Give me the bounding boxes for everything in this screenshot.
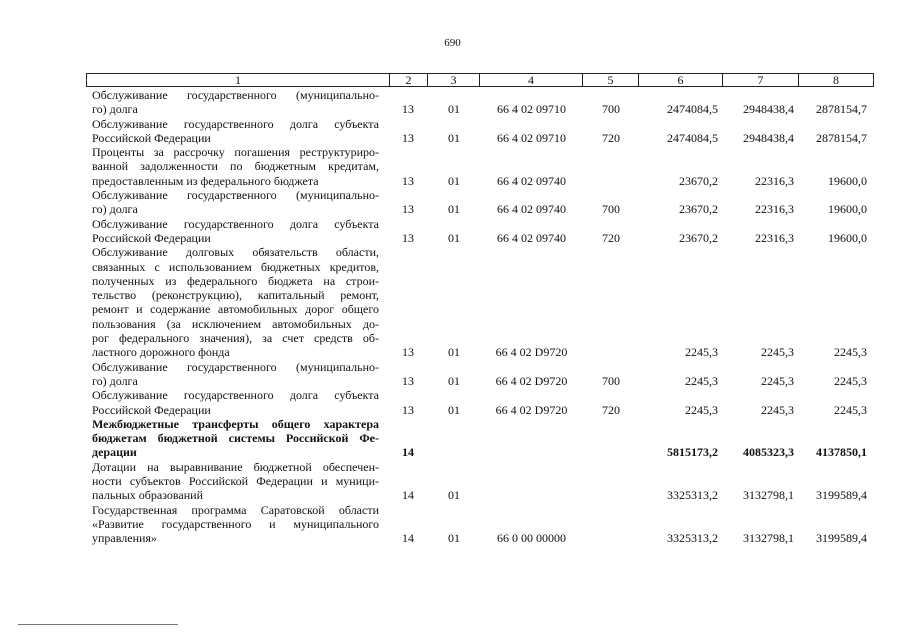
amount-year3-cell: 19600,0: [828, 173, 867, 188]
column-header-3: 3: [427, 74, 479, 86]
amount-year3-cell: 2245,3: [834, 402, 867, 417]
amount-year1-cell: 3325313,2: [667, 488, 718, 503]
target-code-cell: 66 0 00 00000: [497, 531, 566, 546]
table-header-row: [86, 73, 874, 87]
description-line: Обслуживание государственного (муниципально-: [92, 88, 379, 102]
description-line: Обслуживание государственного долга субъекта: [92, 116, 379, 131]
target-code-cell: 66 4 02 09710: [497, 102, 566, 117]
column-header-8: 8: [798, 74, 873, 86]
description-line: Межбюджетные трансферты общего характера: [92, 416, 379, 431]
expense-kind-cell: 720: [602, 230, 620, 245]
amount-year1-cell: 5815173,2: [667, 445, 718, 460]
description-line: Обслуживание государственного (муниципально-: [92, 359, 379, 374]
amount-year2-cell: 2948438,4: [743, 102, 794, 117]
description-line: го) долга: [92, 373, 138, 388]
description-line: Дотации на выравнивание бюджетной обеспечен-: [92, 459, 379, 474]
row-description: [92, 417, 379, 460]
description-line: Обслуживание долговых обязательств области,: [92, 245, 379, 260]
row-description: [92, 188, 379, 217]
amount-year3-cell: 19600,0: [828, 230, 867, 245]
column-header-4: 4: [479, 74, 582, 86]
subsection-cell: 01: [448, 531, 460, 546]
amount-year2-cell: 22316,3: [755, 173, 794, 188]
column-header-5: 5: [582, 74, 638, 86]
row-description: [92, 88, 379, 117]
footnote-divider: [18, 624, 178, 625]
amount-year3-cell: 4137850,1: [816, 445, 867, 460]
amount-year2-cell: 2245,3: [761, 345, 794, 360]
target-code-cell: 66 4 02 D9720: [495, 345, 568, 360]
amount-year2-cell: 2245,3: [761, 373, 794, 388]
description-line: бюджетам бюджетной системы Российской Фе-: [92, 431, 379, 446]
section-cell: 13: [402, 345, 414, 360]
amount-year2-cell: 4085323,3: [743, 445, 794, 460]
target-code-cell: 66 4 02 D9720: [495, 373, 568, 388]
amount-year3-cell: 19600,0: [828, 202, 867, 217]
description-line: Российской Федерации: [92, 230, 211, 245]
subsection-cell: 01: [448, 202, 460, 217]
table-row: [0, 217, 905, 246]
description-line: Обслуживание государственного долга субъекта: [92, 388, 379, 403]
row-description: [92, 245, 379, 359]
amount-year3-cell: 2245,3: [834, 373, 867, 388]
table-row: [0, 460, 905, 503]
table-row: [0, 145, 905, 188]
table-body: [0, 88, 905, 546]
amount-year1-cell: 2245,3: [685, 402, 718, 417]
amount-year2-cell: 22316,3: [755, 230, 794, 245]
amount-year2-cell: 3132798,1: [743, 531, 794, 546]
row-description: [92, 360, 379, 389]
amount-year2-cell: 2245,3: [761, 402, 794, 417]
row-description: [92, 145, 379, 188]
description-line: Российской Федерации: [92, 130, 211, 145]
row-description: [92, 503, 379, 546]
amount-year1-cell: 23670,2: [679, 230, 718, 245]
amount-year1-cell: 2245,3: [685, 345, 718, 360]
subsection-cell: 01: [448, 402, 460, 417]
description-line: Российской Федерации: [92, 402, 211, 417]
target-code-cell: 66 4 02 D9720: [495, 402, 568, 417]
amount-year2-cell: 2948438,4: [743, 130, 794, 145]
expense-kind-cell: 700: [602, 102, 620, 117]
section-cell: 13: [402, 402, 414, 417]
amount-year1-cell: 23670,2: [679, 202, 718, 217]
section-cell: 14: [402, 531, 414, 546]
table-row: [0, 388, 905, 417]
section-cell: 13: [402, 130, 414, 145]
amount-year2-cell: 3132798,1: [743, 488, 794, 503]
amount-year2-cell: 22316,3: [755, 202, 794, 217]
column-header-2: 2: [389, 74, 427, 86]
table-row: [0, 188, 905, 217]
expense-kind-cell: 720: [602, 130, 620, 145]
page-number: 690: [444, 37, 461, 49]
amount-year3-cell: 2245,3: [834, 345, 867, 360]
description-line: ремонт и содержание автомобильных дорог общего: [92, 302, 379, 317]
table-row: [0, 503, 905, 546]
row-description: [92, 460, 379, 503]
amount-year3-cell: 2878154,7: [816, 102, 867, 117]
subsection-cell: 01: [448, 488, 460, 503]
expense-kind-cell: 720: [602, 402, 620, 417]
section-cell: 13: [402, 230, 414, 245]
section-cell: 13: [402, 173, 414, 188]
expense-kind-cell: 700: [602, 202, 620, 217]
amount-year1-cell: 2474084,5: [667, 130, 718, 145]
subsection-cell: 01: [448, 345, 460, 360]
target-code-cell: 66 4 02 09740: [497, 230, 566, 245]
subsection-cell: 01: [448, 173, 460, 188]
table-row: [0, 360, 905, 389]
expense-kind-cell: 700: [602, 373, 620, 388]
amount-year3-cell: 3199589,4: [816, 488, 867, 503]
section-cell: 13: [402, 373, 414, 388]
column-header-1: 1: [235, 73, 241, 87]
description-line: управления»: [92, 531, 157, 546]
amount-year1-cell: 2474084,5: [667, 102, 718, 117]
description-line: связанных с использованием бюджетных кредитов,: [92, 259, 379, 274]
amount-year3-cell: 2878154,7: [816, 130, 867, 145]
section-cell: 14: [402, 445, 414, 460]
table-row: [0, 417, 905, 460]
description-line: пальных образований: [92, 488, 203, 503]
description-line: предоставленным из федерального бюджета: [92, 173, 319, 188]
column-header-7: 7: [722, 74, 798, 86]
description-line: Обслуживание государственного долга субъекта: [92, 216, 379, 231]
description-line: го) долга: [92, 202, 138, 217]
section-cell: 13: [402, 102, 414, 117]
target-code-cell: 66 4 02 09710: [497, 130, 566, 145]
row-description: [92, 217, 379, 246]
subsection-cell: 01: [448, 230, 460, 245]
section-cell: 13: [402, 202, 414, 217]
table-row: [0, 88, 905, 117]
description-line: рог федерального значения), за счет средств об-: [92, 331, 379, 346]
section-cell: 14: [402, 488, 414, 503]
description-line: ности субъектов Российской Федерации и муници-: [92, 474, 379, 489]
subsection-cell: 01: [448, 130, 460, 145]
target-code-cell: 66 4 02 09740: [497, 173, 566, 188]
description-line: Обслуживание государственного (муниципально-: [92, 188, 379, 203]
description-line: ванной задолженности по бюджетным кредитам,: [92, 159, 379, 174]
target-code-cell: 66 4 02 09740: [497, 202, 566, 217]
description-line: полученных из федерального бюджета на строи-: [92, 273, 379, 288]
description-line: го) долга: [92, 102, 138, 117]
description-line: Государственная программа Саратовской области: [92, 502, 379, 517]
row-description: [92, 117, 379, 146]
amount-year3-cell: 3199589,4: [816, 531, 867, 546]
amount-year1-cell: 3325313,2: [667, 531, 718, 546]
subsection-cell: 01: [448, 102, 460, 117]
description-line: ластного дорожного фонда: [92, 345, 230, 360]
column-header-6: 6: [638, 74, 722, 86]
subsection-cell: 01: [448, 373, 460, 388]
description-line: «Развитие государственного и муниципального: [92, 516, 379, 531]
description-line: пользования (за исключением автомобильных до-: [92, 316, 379, 331]
description-line: Проценты за рассрочку погашения реструктуриро-: [92, 145, 379, 160]
description-line: тельство (реконструкцию), капитальный ремонт,: [92, 288, 379, 303]
table-row: [0, 117, 905, 146]
description-line: дерации: [92, 445, 137, 460]
table-row: [0, 245, 905, 359]
amount-year1-cell: 2245,3: [685, 373, 718, 388]
amount-year1-cell: 23670,2: [679, 173, 718, 188]
row-description: [92, 388, 379, 417]
